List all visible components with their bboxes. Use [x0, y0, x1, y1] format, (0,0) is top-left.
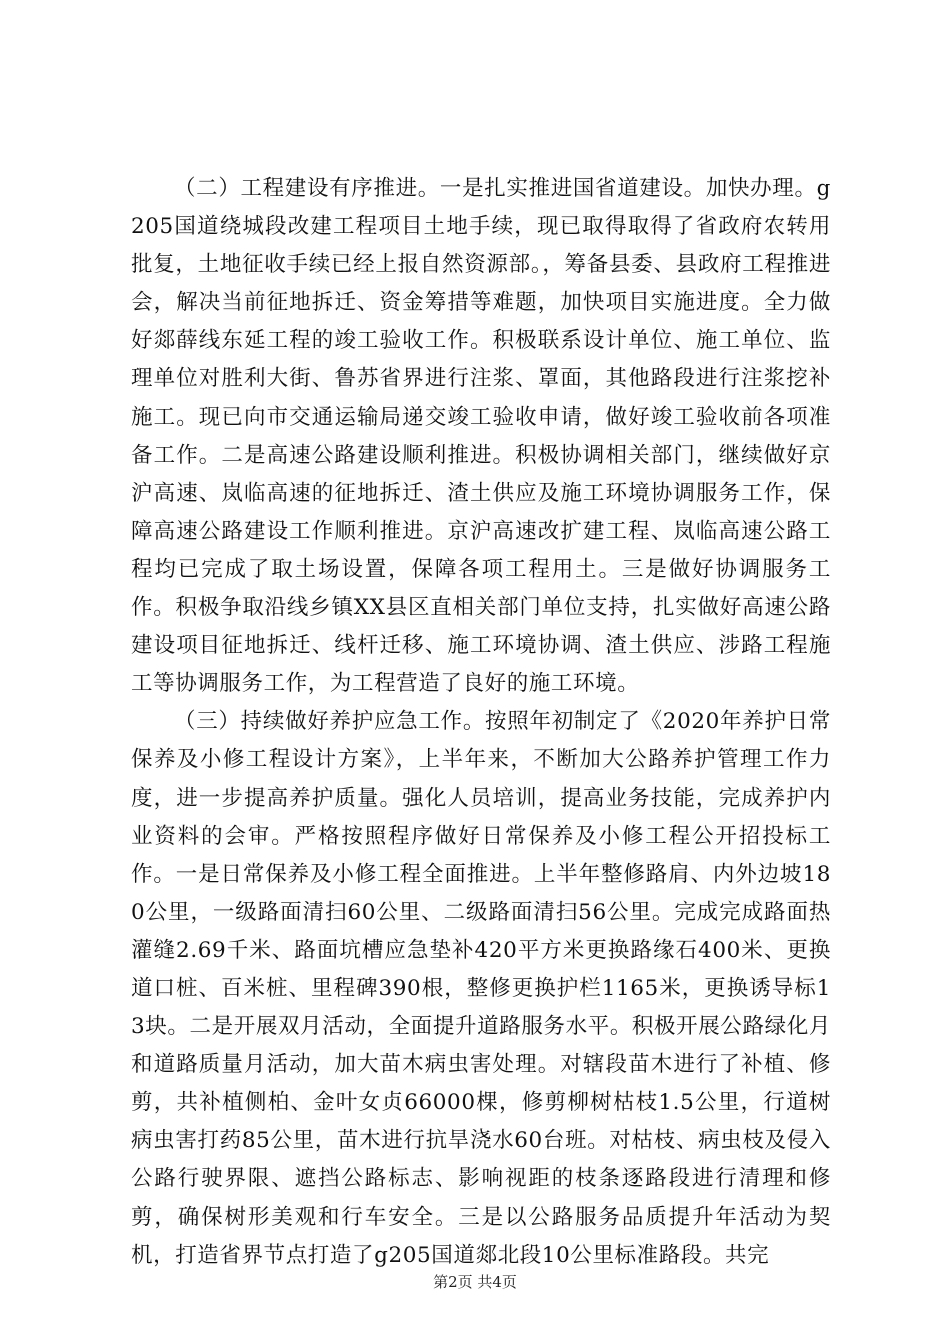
- paragraph-maintenance-emergency: （三）持续做好养护应急工作。按照年初制定了《2020年养护日常保养及小修工程设计方案》，上半年来，不断加大公路养护管理工作力度，进一步提高养护质量。强化人员培训，提高业务技能，完成养护内业资料的会审。严格按照程序做好日常保养及小修工程公开招投标工作。一是日常保养及小修工程全面推进。上半年整修路肩、内外边坡180公里，一级路面清扫60公里、二级路面清扫56公里。完成完成路面热灌缝2.69千米、路面坑槽应急垫补420平方米更换路缘石400米、更换道口桩、百米桩、里程碑390根，整修更换护栏1165米，更换诱导标13块。二是开展双月活动，全面提升道路服务水平。积极开展公路绿化月和道路质量月活动，加大苗木病虫害处理。对辖段苗木进行了补植、修剪，共补植侧柏、金叶女贞66000棵，修剪柳树枯枝1.5公里，行道树病虫害打药85公里，苗木进行抗旱浇水60台班。对枯枝、病虫枝及侵入公路行驶界限、遮挡公路标志、影响视距的枝条逐路段进行清理和修剪，确保树形美观和行车安全。三是以公路服务品质提升年活动为契机，打造省界节点打造了g205国道郯北段10公里标准路段。共完: [131, 709, 831, 1268]
- document-body: [131, 170, 831, 1275]
- paragraph-project-construction: （二）工程建设有序推进。一是扎实推进国省道建设。加快办理。g205国道绕城段改建工程项目土地手续，现已取得取得了省政府农转用批复，土地征收手续已经上报自然资源部。，筹备县委、县政府工程推进会，解决当前征地拆迁、资金筹措等难题，加快项目实施进度。全力做好郯薛线东延工程的竣工验收工作。积极联系设计单位、施工单位、监理单位对胜利大街、鲁苏省界进行注浆、罩面，其他路段进行注浆挖补施工。现已向市交通运输局递交竣工验收申请，做好竣工验收前各项准备工作。二是高速公路建设顺利推进。积极协调相关部门，继续做好京沪高速、岚临高速的征地拆迁、渣土供应及施工环境协调服务工作，保障高速公路建设工作顺利推进。京沪高速改扩建工程、岚临高速公路工程均已完成了取土场设置，保障各项工程用土。三是做好协调服务工作。积极争取沿线乡镇XX县区直相关部门单位支持，扎实做好高速公路建设项目征地拆迁、线杆迁移、施工环境协调、渣土供应、涉路工程施工等协调服务工作，为工程营造了良好的施工环境。: [131, 176, 831, 697]
- page-footer: 第2页 共4页: [433, 1273, 517, 1291]
